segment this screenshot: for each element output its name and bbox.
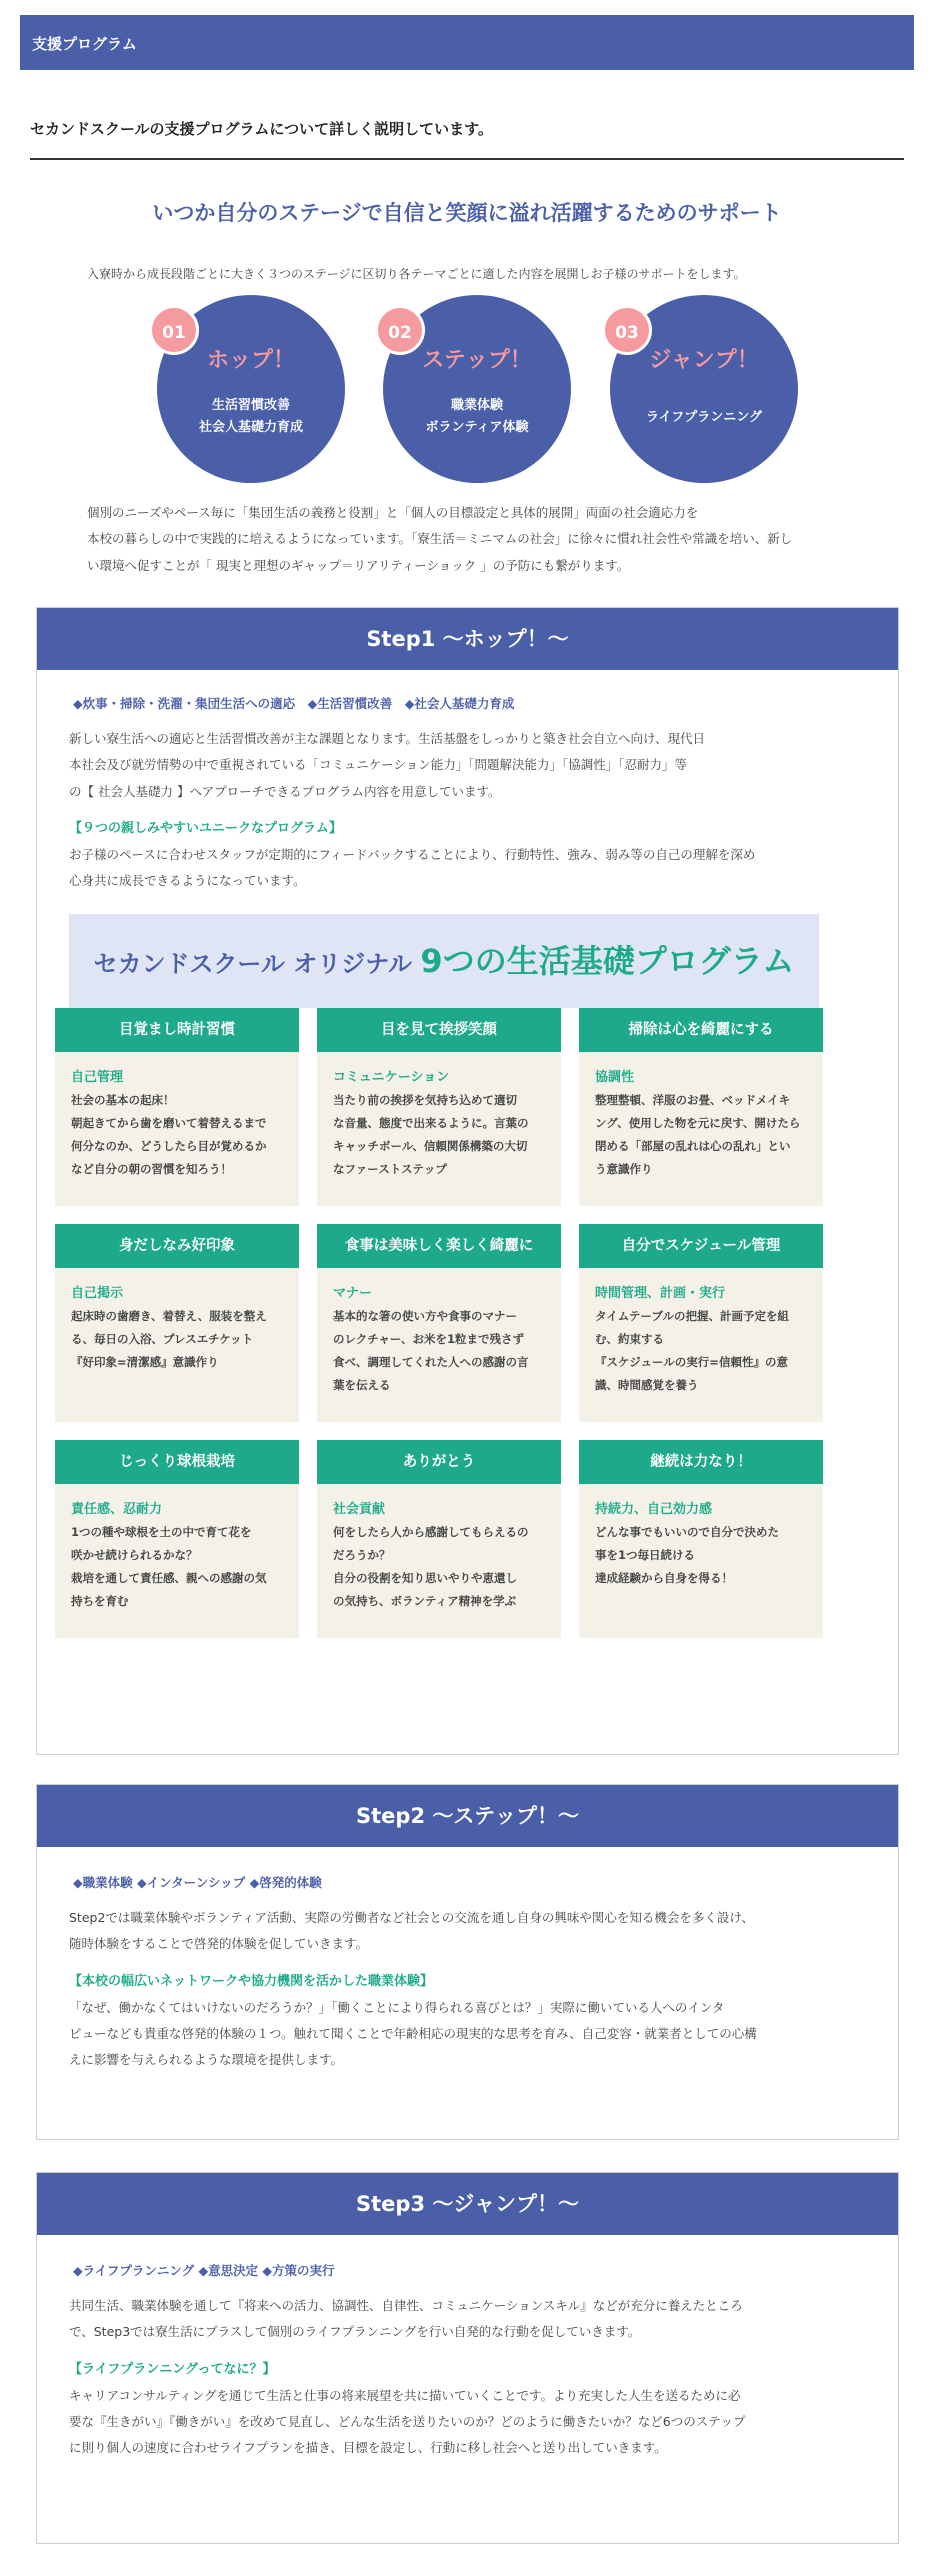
desc-line: 心身共に成長できるようになっています。: [69, 873, 306, 888]
card-line: 栽培を通して責任感、親への感謝の気: [71, 1571, 267, 1586]
stage-circle-hop: [157, 295, 345, 483]
overview-line: 本校の暮らしの中で実践的に培えるようになっています。「寮生活＝ミニマムの社会」に徐々に慣れ社会性や常識を培い、新し: [87, 531, 793, 547]
program-card: [317, 1008, 561, 1206]
step1-subheading: 【９つの親しみやすいユニークなプログラム】: [69, 820, 342, 836]
card-line: 『好印象=清潔感』意識作り: [71, 1355, 219, 1370]
desc-line: えに影響を与えられるような環境を提供します。: [69, 2052, 344, 2067]
step3-subheading: 【ライフプランニングってなに？】: [69, 2361, 276, 2377]
card-title: 目を見て挨拶笑顔: [317, 1008, 561, 1052]
card-line: 閉める「部屋の乱れは心の乱れ」とい: [595, 1139, 791, 1154]
card-text: [579, 1517, 823, 1590]
desc-line: 要な『生きがい』『働きがい』を改めて見直し、どんな生活を送りたいのか？どのように働きたいか？など6つのステップ: [69, 2413, 746, 2429]
step2-description: [69, 1905, 866, 1958]
step3-section: [36, 2172, 899, 2544]
program-card: [55, 1008, 299, 1206]
card-line: など自分の朝の習慣を知ろう！: [71, 1162, 232, 1177]
step1-title: Step1 〜ホップ！〜: [37, 608, 898, 670]
stage-word: ステップ！: [422, 348, 532, 373]
stage-subtitle-line: 職業体験: [450, 398, 503, 413]
page-title: 支援プログラム: [32, 35, 137, 53]
card-line: 朝起きてから歯を磨いて着替えるまで: [71, 1116, 267, 1131]
card-skill: コミュニケーション: [333, 1070, 450, 1086]
overview-line: 個別のニーズやペース毎に「集団生活の義務と役割」と「個人の目標設定と具体的展開」両面の社会適応力を: [87, 505, 699, 520]
stage-subtitle: [157, 395, 345, 439]
card-text: [55, 1085, 299, 1181]
stage-word: ホップ！: [206, 348, 295, 373]
card-line: な音量、態度で出来るように。言葉の: [333, 1116, 529, 1131]
step3-sub-description: [69, 2383, 866, 2462]
stage-number: 03: [602, 305, 652, 355]
card-line: 識、時間感覚を養う: [595, 1378, 699, 1393]
card-title: 自分でスケジュール管理: [579, 1224, 823, 1268]
card-title: 食事は美味しく楽しく綺麗に: [317, 1224, 561, 1268]
card-line: 何分なのか、どうしたら目が覚めるか: [71, 1139, 267, 1154]
stage-subtitle-line: ボランティア体験: [425, 420, 529, 436]
card-line: 咲かせ続けられるかな？: [71, 1548, 198, 1563]
stage-circle-step: [383, 295, 571, 483]
desc-line: 共同生活、職業体験を通して『将来への活力、協調性、自律性、コミュニケーションスキル』などが充分に養えたところ: [69, 2298, 743, 2313]
step2-sub-description: [69, 1995, 866, 2074]
card-line: 達成経験から自身を得る！: [595, 1571, 733, 1586]
card-skill: 自己管理: [71, 1070, 124, 1086]
stage-subtitle-line: ライフプランニング: [646, 410, 762, 425]
desc-line: 随時体験をすることで啓発的体験を促していきます。: [69, 1936, 369, 1952]
desc-line: で、Step3では寮生活にプラスして個別のライフプランニングを行い自発的な行動を促していきます。: [69, 2324, 641, 2340]
main-heading: いつか自分のステージで自信と笑顔に溢れ活躍するためのサポート: [152, 201, 782, 225]
step2-title: Step2 〜ステップ！〜: [37, 1785, 898, 1847]
card-skill: 社会貢献: [333, 1502, 386, 1518]
program-card: [579, 1440, 823, 1638]
desc-line: に則り個人の速度に合わせライフプランを描き、目標を設定し、行動に移し社会へと送り出していきます。: [69, 2440, 667, 2455]
program-grid: [55, 1008, 866, 1638]
stage-subtitle-line: 生活習慣改善: [211, 398, 290, 413]
card-skill: 時間管理、計画・実行: [595, 1286, 726, 1302]
step3-description: [69, 2293, 866, 2346]
card-line: る、毎日の入浴、プレスエチケット: [71, 1332, 254, 1347]
card-line: だろうか？: [333, 1548, 391, 1563]
desc-line: ビューなども貴重な啓発的体験の１つ。触れて聞くことで年齢相応の現実的な思考を育み、自己変容・就業者としての心構: [69, 2025, 757, 2041]
page-title-bar: [20, 15, 914, 70]
card-title: 掃除は心を綺麗にする: [579, 1008, 823, 1052]
card-text: [55, 1301, 299, 1374]
stage-subtitle-line: 社会人基礎力育成: [198, 420, 303, 436]
desc-line: Step2では職業体験やボランティア活動、実際の労働者など社会との交流を通し自身の興味や関心を知る機会を多く設け、: [69, 1910, 754, 1925]
desc-line: 本社会及び就労情勢の中で重視されている「コミュニケーション能力」「問題解決能力」「協調性」「忍耐力」等: [69, 757, 688, 773]
card-line: 『スケジュールの実行=信頼性』の意: [595, 1355, 788, 1370]
card-line: 整理整頓、洋服のお畳、ベッドメイキ: [595, 1093, 791, 1108]
step3-title: Step3 〜ジャンプ！〜: [37, 2173, 898, 2235]
step1-description: [69, 726, 866, 805]
desc-line: 新しい寮生活への適応と生活習慣改善が主な課題となります。生活基盤をしっかりと築き社会自立へ向け、現代日: [69, 731, 706, 746]
stage-subtitle: [383, 395, 571, 439]
stage-subtitle: [610, 407, 798, 429]
card-line: どんな事でもいいので自分で決めた: [595, 1525, 779, 1540]
intro-text: セカンドスクールの支援プログラムについて詳しく説明しています。: [30, 120, 493, 138]
stage-word: ジャンプ！: [649, 348, 759, 373]
card-line: タイムテーブルの把握、計画予定を組: [595, 1309, 790, 1324]
card-line: 基本的な箸の使い方や食事のマナー: [333, 1309, 517, 1324]
banner-text: セカンドスクール オリジナル: [93, 950, 421, 979]
stage-number: 01: [149, 305, 199, 355]
card-title: 継続は力なり！: [579, 1440, 823, 1484]
card-line: 自分の役割を知り思いやりや恵還し: [333, 1571, 517, 1586]
card-title: 身だしなみ好印象: [55, 1224, 299, 1268]
divider: [30, 158, 904, 160]
program-card: [55, 1440, 299, 1638]
card-line: 1つの種や球根を土の中で育て花を: [71, 1525, 252, 1540]
step1-tags: ◆炊事・掃除・洗濯・集団生活への適応 ◆生活習慣改善 ◆社会人基礎力育成: [73, 696, 515, 711]
card-line: う意識作り: [595, 1162, 653, 1177]
program-banner: [69, 914, 819, 1008]
card-text: [579, 1301, 823, 1397]
desc-line: の【 社会人基礎力 】へアプローチできるプログラム内容を用意しています。: [69, 783, 501, 799]
program-card: [317, 1440, 561, 1638]
card-title: ありがとう: [317, 1440, 561, 1484]
card-line: む、約束する: [595, 1332, 664, 1347]
card-text: [579, 1085, 823, 1181]
card-text: [317, 1085, 561, 1181]
desc-line: お子様のペースに合わせスタッフが定期的にフィードバックすることにより、行動特性、強み、弱み等の自己の理解を深め: [69, 846, 756, 862]
program-card: [55, 1224, 299, 1422]
card-line: ング、使用した物を元に戻す、開けたら: [595, 1116, 801, 1131]
card-skill: マナー: [333, 1286, 373, 1302]
stage-circle-jump: [610, 295, 798, 483]
card-line: なファーストステップ: [333, 1162, 447, 1177]
overview-paragraph: [87, 500, 877, 579]
card-line: 社会の基本の起床！: [71, 1093, 175, 1108]
card-skill: 持続力、自己効力感: [595, 1502, 713, 1518]
card-line: 起床時の歯磨き、着替え、服装を整え: [71, 1309, 267, 1324]
card-line: のレクチャー、お米を1粒まで残さず: [333, 1332, 524, 1347]
card-line: 当たり前の挨拶を気持ち込めて適切: [333, 1093, 517, 1108]
step2-tags: ◆職業体験 ◆インターンシップ ◆啓発的体験: [73, 1875, 322, 1890]
card-line: 食べ、調理してくれた人への感謝の言: [333, 1355, 529, 1370]
card-line: の気持ち、ボランティア精神を学ぶ: [333, 1594, 517, 1609]
program-card: [579, 1224, 823, 1422]
card-skill: 責任感、忍耐力: [71, 1502, 163, 1518]
step1-section: [36, 607, 899, 1755]
card-line: 事を1つ毎日続ける: [595, 1548, 696, 1563]
card-line: 持ちを育む: [71, 1594, 129, 1609]
step3-tags: ◆ライフプランニング ◆意思決定 ◆方策の実行: [73, 2263, 335, 2278]
banner-highlight: 9つの生活基礎プログラム: [420, 942, 795, 981]
program-card: [317, 1224, 561, 1422]
card-line: 葉を伝える: [333, 1378, 391, 1393]
desc-line: キャリアコンサルティングを通じて生活と仕事の将来展望を共に描いていくことです。より充実した人生を送るために必: [69, 2387, 741, 2403]
lead-text: 入寮時から成長段階ごとに大きく３つのステージに区切り各テーマごとに適した内容を展開しお子様のサポートをします。: [87, 267, 746, 281]
card-skill: 自己掲示: [71, 1286, 124, 1302]
card-line: 何をしたら人から感謝してもらえるの: [333, 1525, 529, 1540]
card-title: じっくり球根栽培: [55, 1440, 299, 1484]
card-text: [317, 1301, 561, 1397]
desc-line: 「なぜ、働かなくてはいけないのだろうか？」「働くことにより得られる喜びとは？」実際に働いている人へのインタ: [69, 1999, 725, 2015]
program-card: [579, 1008, 823, 1206]
overview-line: い環境へ促すことが「 現実と理想のギャップ＝リアリティーショック 」の予防にも繋がります。: [87, 557, 630, 573]
step1-sub-description: [69, 842, 866, 895]
card-skill: 協調性: [595, 1070, 635, 1086]
card-title: 目覚まし時計習慣: [55, 1008, 299, 1052]
card-text: [55, 1517, 299, 1613]
step2-subheading: 【本校の幅広いネットワークや協力機関を活かした職業体験】: [69, 1973, 434, 1989]
step2-section: [36, 1784, 899, 2140]
card-text: [317, 1517, 561, 1613]
card-line: キャッチボール、信頼関係構築の大切: [333, 1139, 528, 1154]
stage-number: 02: [375, 305, 425, 355]
